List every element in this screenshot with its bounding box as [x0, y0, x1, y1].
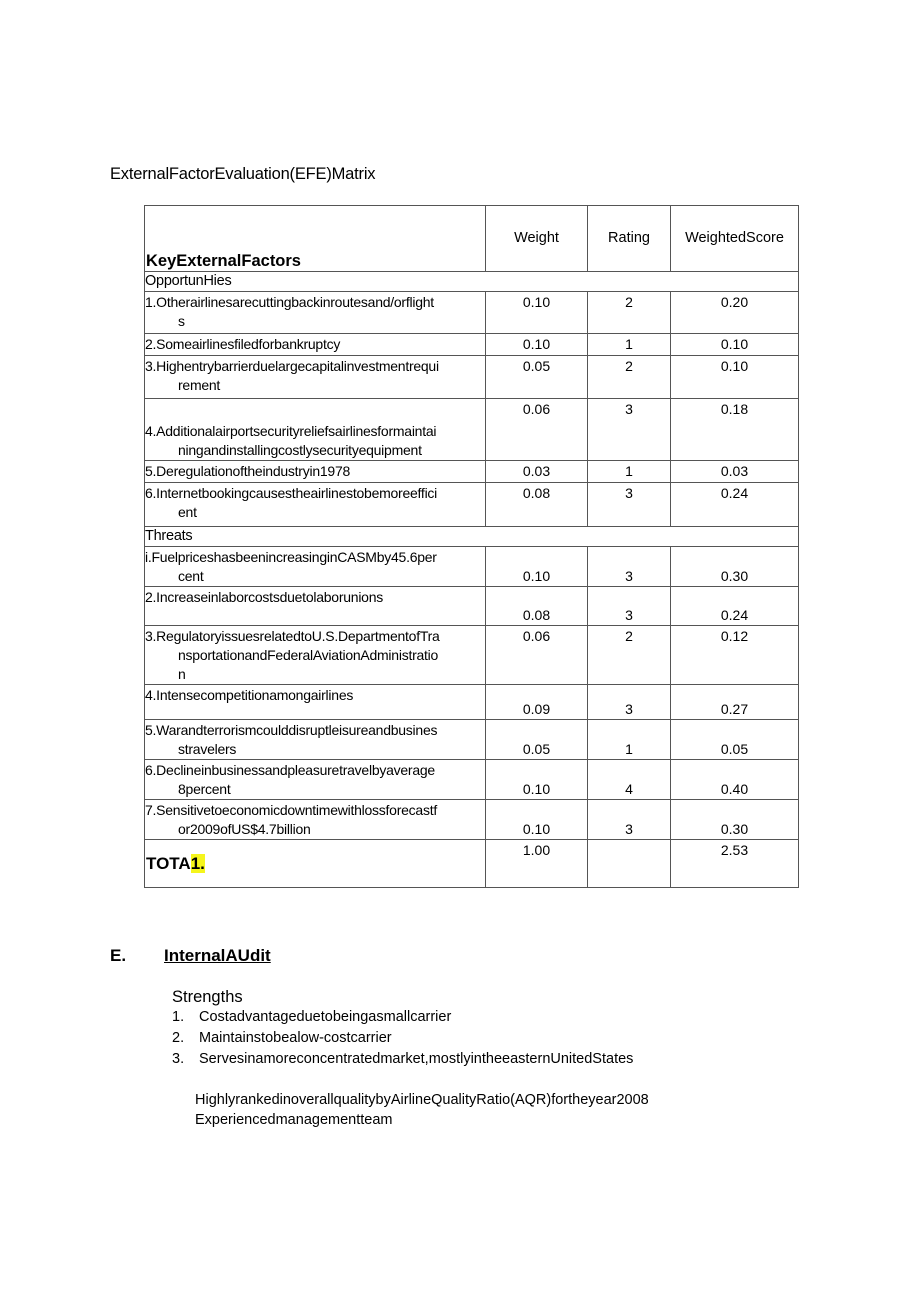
weight-cell: 0.03 — [486, 461, 588, 483]
table-row — [145, 483, 799, 527]
total-row — [145, 840, 799, 888]
factor-line: 5.Warandterrorismcoulddisruptleisureandbusines — [145, 722, 438, 738]
score-cell: 0.10 — [671, 334, 799, 356]
weight-cell: 0.10 — [486, 334, 588, 356]
total-label — [145, 840, 486, 888]
total-weight: 1.00 — [486, 840, 588, 888]
factor-line: 3.RegulatoryissuesrelatedtoU.S.DepartmentofTra — [145, 628, 440, 644]
factor-line: 5.Deregulationoftheindustryin1978 — [145, 463, 351, 479]
factor-line: i.FuelpriceshasbeenincreasinginCASMby45.6per — [145, 549, 437, 565]
list-item — [172, 1029, 633, 1050]
score-cell: 0.40 — [671, 760, 799, 800]
rating-cell: 3 — [588, 587, 671, 626]
score-cell: 0.24 — [671, 587, 799, 626]
opportunities-section-row — [145, 272, 799, 292]
rating-cell: 3 — [588, 800, 671, 840]
table-row — [145, 334, 799, 356]
factor-line-cont: s — [178, 313, 185, 329]
table-row — [145, 399, 799, 461]
factor-line-cont: stravelers — [178, 741, 237, 757]
factor-line: 2.Someairlinesfiledforbankruptcy — [145, 336, 341, 352]
rating-cell: 3 — [588, 483, 671, 527]
list-text: Costadvantageduetobeingasmallcarrier — [199, 1009, 452, 1025]
rating-cell: 1 — [588, 334, 671, 356]
weight-cell: 0.06 — [486, 626, 588, 685]
table-header-row — [145, 206, 799, 272]
rating-cell: 3 — [588, 547, 671, 587]
table-row — [145, 356, 799, 399]
table-row — [145, 760, 799, 800]
list-text: Maintainstobealow-costcarrier — [199, 1030, 392, 1046]
rating-cell: 2 — [588, 626, 671, 685]
section-letter: E. — [110, 946, 127, 965]
score-cell: 0.24 — [671, 483, 799, 527]
factor-line: 3.Highentrybarrierduelargecapitalinvestmentrequi — [145, 358, 439, 374]
rating-cell: 3 — [588, 399, 671, 461]
score-cell: 0.10 — [671, 356, 799, 399]
threats-label: Threats — [145, 527, 799, 547]
header-rating: Rating — [588, 206, 671, 272]
rating-cell: 4 — [588, 760, 671, 800]
factor-line: 7.Sensitivetoeconomicdowntimewithlossforecastf — [145, 802, 437, 818]
factor-line-cont: or2009ofUS$4.7billion — [178, 821, 311, 837]
table-row — [145, 626, 799, 685]
weight-cell: 0.10 — [486, 292, 588, 334]
score-cell: 0.20 — [671, 292, 799, 334]
list-item — [172, 1050, 633, 1071]
factor-line: 6.Declineinbusinessandpleasuretravelbyaverage — [145, 762, 435, 778]
total-label-highlight: 1. — [190, 854, 205, 873]
factor-line-cont: nsportationandFederalAviationAdministratio — [178, 647, 439, 663]
table-row — [145, 292, 799, 334]
weight-cell: 0.05 — [486, 356, 588, 399]
list-number: 1. — [172, 1009, 185, 1025]
header-weighted-score: WeightedScore — [671, 206, 799, 272]
factor-line-cont: ningandinstallingcostlysecurityequipment — [178, 442, 422, 458]
weight-cell: 0.10 — [486, 760, 588, 800]
factor-line: 6.Internetbookingcausestheairlinestobemoreeffici — [145, 485, 438, 501]
list-number: 3. — [172, 1051, 185, 1067]
total-rating — [588, 840, 671, 888]
header-key-factors: KeyExternalFactors — [145, 206, 486, 272]
factor-line-cont: rement — [178, 377, 221, 393]
list-text: Servesinamoreconcentratedmarket,mostlyintheeasternUnitedStates — [199, 1051, 634, 1067]
table-row — [145, 461, 799, 483]
factor-line: 4.Additionalairportsecurityreliefsairlinesformaintai — [145, 423, 437, 439]
factor-line: 4.Intensecompetitionamongairlines — [145, 687, 354, 703]
factor-line-cont: ent — [178, 504, 197, 520]
threats-section-row — [145, 527, 799, 547]
list-item — [172, 1008, 633, 1029]
table-row — [145, 587, 799, 626]
rating-cell: 2 — [588, 356, 671, 399]
table-row — [145, 685, 799, 720]
rating-cell: 3 — [588, 685, 671, 720]
weight-cell: 0.09 — [486, 685, 588, 720]
score-cell: 0.18 — [671, 399, 799, 461]
strength-line: HighlyrankedinoverallqualitybyAirlineQualityRatio(AQR)fortheyear2008 — [195, 1092, 649, 1108]
rating-cell: 1 — [588, 720, 671, 760]
score-cell: 0.30 — [671, 800, 799, 840]
weight-cell: 0.10 — [486, 800, 588, 840]
score-cell: 0.30 — [671, 547, 799, 587]
header-weight: Weight — [486, 206, 588, 272]
factor-line: 2.Increaseinlaborcostsduetolaborunions — [145, 589, 383, 605]
table-row — [145, 547, 799, 587]
factor-line: 1.Otherairlinesarecuttingbackinroutesand/orflight — [145, 294, 434, 310]
weight-cell: 0.08 — [486, 587, 588, 626]
section-title: InternalAUdit — [164, 946, 271, 965]
strengths-heading: Strengths — [172, 988, 243, 1006]
rating-cell: 1 — [588, 461, 671, 483]
total-score: 2.53 — [671, 840, 799, 888]
opportunities-label: OpportunHies — [145, 272, 799, 292]
score-cell: 0.12 — [671, 626, 799, 685]
table-row — [145, 800, 799, 840]
factor-line-cont: n — [178, 666, 186, 682]
score-cell: 0.05 — [671, 720, 799, 760]
score-cell: 0.03 — [671, 461, 799, 483]
weight-cell: 0.06 — [486, 399, 588, 461]
table-row — [145, 720, 799, 760]
total-label-main: TOTA — [146, 854, 191, 873]
page-title: ExternalFactorEvaluation(EFE)Matrix — [110, 165, 376, 183]
factor-line-cont: 8percent — [178, 781, 231, 797]
weight-cell: 0.05 — [486, 720, 588, 760]
factor-line-cont: cent — [178, 568, 204, 584]
rating-cell: 2 — [588, 292, 671, 334]
score-cell: 0.27 — [671, 685, 799, 720]
weight-cell: 0.10 — [486, 547, 588, 587]
list-number: 2. — [172, 1030, 185, 1046]
weight-cell: 0.08 — [486, 483, 588, 527]
strengths-list — [172, 1008, 633, 1071]
strength-line: Experiencedmanagementteam — [195, 1112, 393, 1128]
efe-matrix-table — [144, 205, 799, 888]
